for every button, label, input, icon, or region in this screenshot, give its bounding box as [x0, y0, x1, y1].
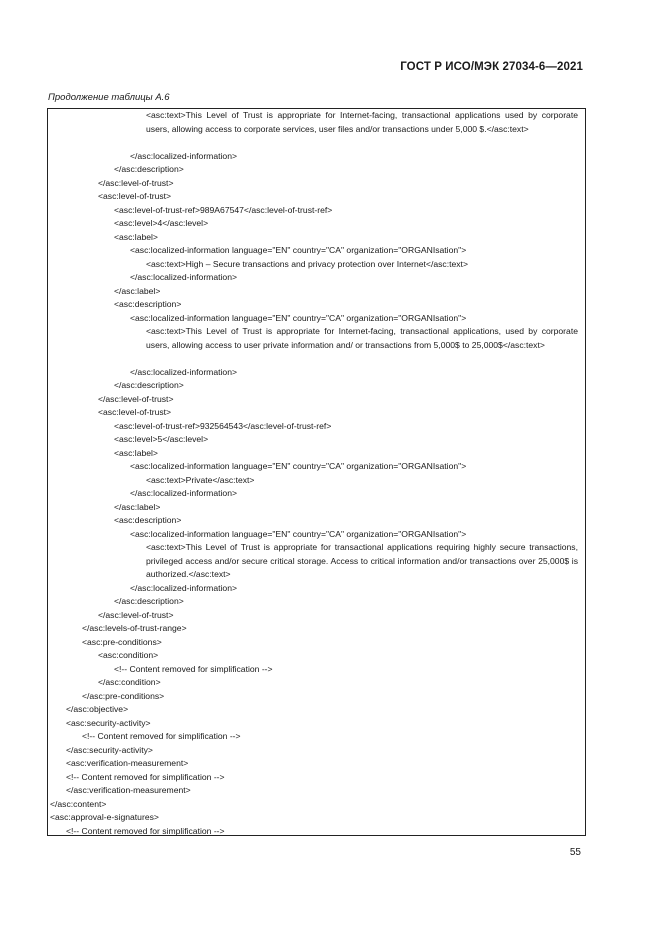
xml-code-line: </asc:condition> — [98, 677, 161, 687]
xml-code-line: </asc:label> — [114, 501, 161, 512]
xml-code-line: <asc:level-of-trust-ref>989A67547</asc:level-of-trust-ref> — [114, 204, 333, 215]
xml-code-line: </asc:localized-information> — [130, 488, 237, 498]
xml-code-line: <asc:localized-information language="EN" country="CA" organization="ORGANIsation"> — [130, 245, 467, 255]
xml-code-line: <!-- Content removed for simplification --> — [82, 731, 241, 741]
xml-code-line: <asc:description> — [114, 515, 182, 525]
xml-code-line: <asc:label> — [114, 447, 158, 458]
xml-code-line: <asc:localized-information language="EN" country="CA" organization="ORGANIsation"> — [130, 461, 467, 471]
xml-code-line: </asc:levels-of-trust-range> — [82, 623, 187, 633]
page-number: 55 — [569, 847, 581, 858]
xml-code-line: <!-- Content removed for simplification --> — [114, 663, 273, 674]
table-continuation-caption: Продолжение таблицы А.6 — [48, 92, 170, 103]
xml-code-line: <asc:level-of-trust> — [98, 191, 172, 201]
xml-code-line: <asc:pre-conditions> — [82, 636, 162, 647]
xml-code-line: <asc:level>4</asc:level> — [114, 218, 209, 228]
xml-code-line: <asc:verification-measurement> — [66, 758, 189, 768]
xml-code-line: </asc:security-activity> — [66, 744, 153, 755]
xml-code-line: </asc:localized-information> — [130, 150, 237, 161]
xml-code-line: <asc:localized-information language="EN" country="CA" organization="ORGANIsation"> — [130, 528, 467, 539]
xml-code-line: <asc:approval-e-signatures> — [50, 812, 159, 822]
xml-code-line: </asc:localized-information> — [130, 582, 237, 593]
xml-code-line: <asc:condition> — [98, 650, 159, 660]
xml-code-line: <asc:text>High – Secure transactions and privacy protection over Internet</asc:text> — [146, 258, 468, 269]
xml-code-line: <asc:level-of-trust> — [98, 407, 172, 417]
xml-text-paragraph: <asc:text>This Level of Trust is appropriate for Internet-facing, transactional applications used by corporate users, allowing access to corporate services, user files and/or transactions under 5,000 $.</asc:text> — [146, 110, 578, 134]
xml-code-line: </asc:description> — [114, 596, 184, 606]
document-header: ГОСТ Р ИСО/МЭК 27034-6—2021 — [400, 61, 583, 73]
xml-code-line: </asc:level-of-trust> — [98, 609, 174, 620]
xml-code-line: <asc:level>5</asc:level> — [114, 434, 209, 444]
xml-code-line: <asc:level-of-trust-ref>932564543</asc:level-of-trust-ref> — [114, 420, 332, 431]
xml-text-paragraph: <asc:text>This Level of Trust is appropriate for transactional applications requiring highly secure transactions, privileged access and/or secure critical storage. Access to critical information and/or transactions over 25,000$ is authorized.</asc:text> — [146, 542, 578, 579]
xml-code-line: <asc:text>Private</asc:text> — [146, 474, 255, 485]
xml-code-line: <!-- Content removed for simplification --> — [66, 825, 225, 836]
xml-code-line: </asc:label> — [114, 285, 161, 296]
xml-code-line: </asc:description> — [114, 164, 184, 174]
xml-code-line: </asc:pre-conditions> — [82, 690, 165, 701]
xml-code-line: </asc:localized-information> — [130, 366, 237, 377]
xml-code-line: <asc:localized-information language="EN" country="CA" organization="ORGANIsation"> — [130, 312, 467, 323]
xml-code-line: <asc:label> — [114, 231, 158, 242]
xml-text-paragraph: <asc:text>This Level of Trust is appropriate for Internet-facing, transactional applications, used by corporate users, allowing access to user private information and/ or transactions from 5,000$ to 25,000$</asc:text> — [146, 326, 578, 350]
xml-code-line: </asc:level-of-trust> — [98, 393, 174, 404]
xml-code-line: <asc:security-activity> — [66, 717, 151, 728]
xml-code-line: <asc:description> — [114, 299, 182, 309]
xml-code-line: </asc:localized-information> — [130, 272, 237, 282]
xml-code-line: </asc:description> — [114, 380, 184, 390]
xml-code-line: </asc:verification-measurement> — [66, 785, 191, 795]
xml-code-line: </asc:level-of-trust> — [98, 177, 174, 188]
xml-code-line: </asc:content> — [50, 798, 107, 809]
xml-code-line: </asc:objective> — [66, 704, 129, 714]
xml-code-line: <!-- Content removed for simplification --> — [66, 771, 225, 782]
